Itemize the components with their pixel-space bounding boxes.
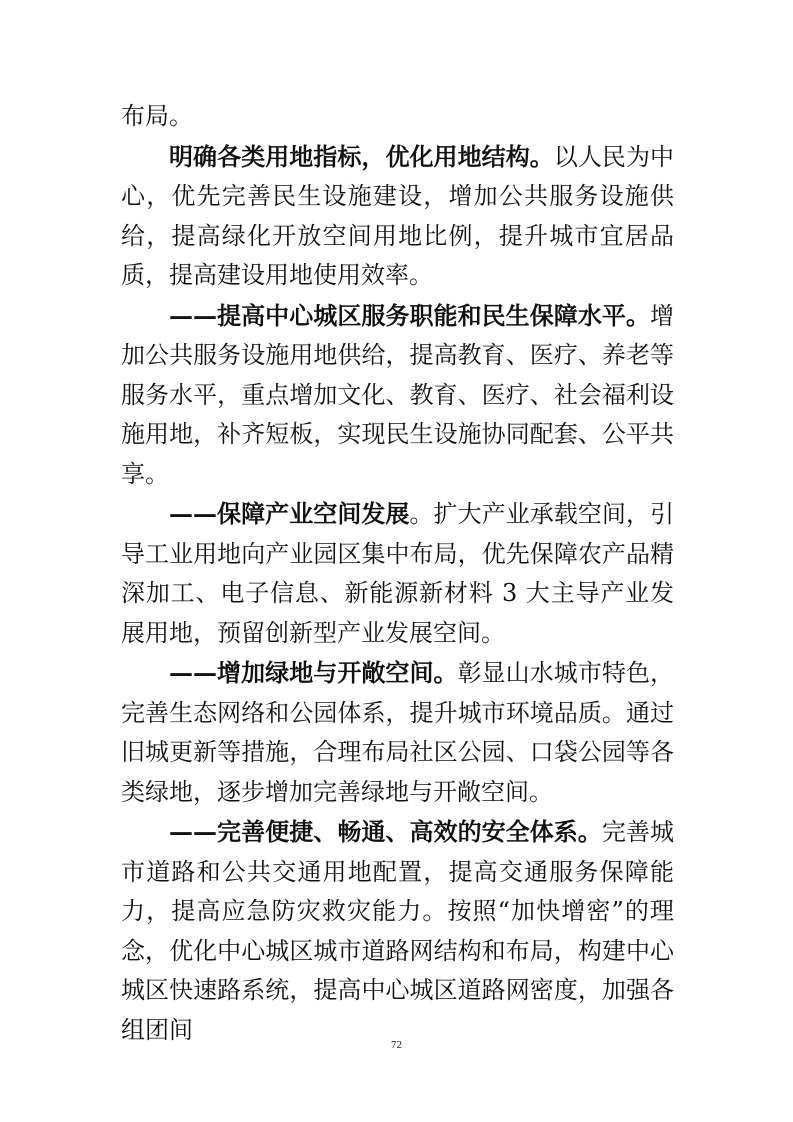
page-number: 72 [391, 1039, 402, 1051]
paragraph-public-services [121, 296, 674, 495]
body-text [121, 97, 674, 1050]
paragraph-heading: ——增加绿地与开敞空间。 [169, 658, 458, 687]
paragraph-land-use-structure [121, 137, 674, 296]
paragraph-text: 以人民为中心，优先完善民生设施建设，增加公共服务设施供给，提高绿化开放空间用地比例，提升城市宜居品质，提高建设用地使用效率。 [121, 142, 675, 289]
paragraph-continuation [121, 97, 674, 137]
paragraph-heading: ——完善便捷、畅通、高效的安全体系。 [169, 817, 602, 846]
paragraph-heading: ——提高中心城区服务职能和民生保障水平。 [169, 300, 650, 330]
paragraph-green-space [121, 653, 674, 812]
paragraph-safety-system [121, 812, 674, 1050]
paragraph-industrial-space [121, 494, 674, 653]
paragraph-text: 彰显山水城市特色，完善生态网络和公园体系，提升城市环境品质。通过旧城更新等措施，合理布局社区公园、口袋公园等各类绿地，逐步增加完善绿地与开敞空间。 [121, 659, 674, 806]
paragraph-text: 增加公共服务设施用地供给，提高教育、医疗、养老等服务水平，重点增加文化、教育、医疗、社会福利设施用地，补齐短板，实现民生设施协同配套、公平共享。 [121, 301, 674, 488]
paragraph-text: 布局。 [121, 102, 193, 130]
paragraph-text: 。扩大产业承载空间，引导工业用地向产业园区集中布局，优先保障农产品精深加工、电子信息、新能源新材料 3 大主导产业发展用地，预留创新型产业发展空间。 [121, 500, 675, 647]
paragraph-text: 完善城市道路和公共交通用地配置，提高交通服务保障能力，提高应急防灾救灾能力。按照“加快增密”的理念，优化中心城区城市道路网结构和布局，构建中心城区快速路系统，提高中心城区道路网密度，加强各组团间 [121, 818, 675, 1044]
paragraph-heading: ——保障产业空间发展 [169, 499, 410, 528]
paragraph-heading: 明确各类用地指标，优化用地结构。 [169, 141, 554, 171]
